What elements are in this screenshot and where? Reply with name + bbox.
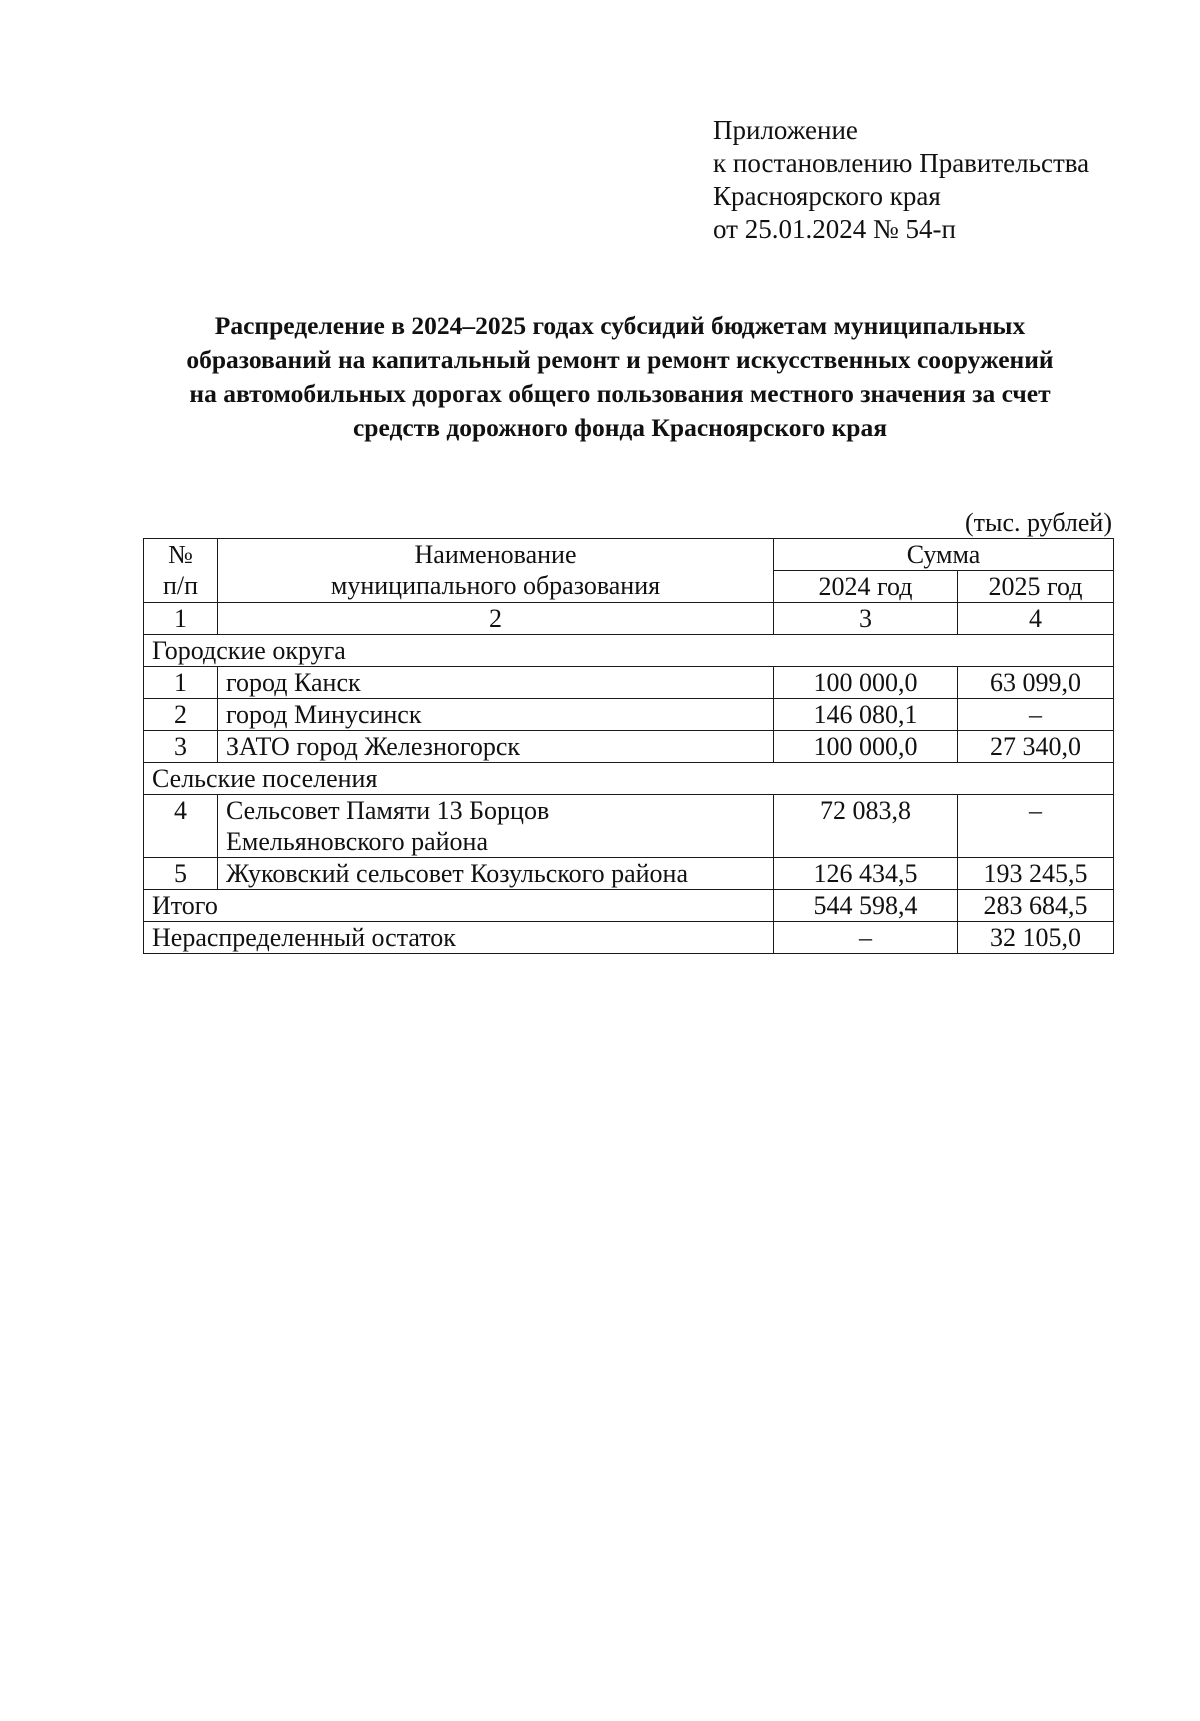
table-row bbox=[144, 667, 1114, 699]
appendix-line: к постановлению Правительства bbox=[713, 148, 1090, 178]
total-value-2025: 283 684,5 bbox=[958, 890, 1114, 922]
header-year-2024: 2024 год bbox=[774, 571, 958, 603]
table-row bbox=[144, 795, 1114, 858]
column-number: 4 bbox=[958, 603, 1114, 635]
row-value-2025: 27 340,0 bbox=[958, 731, 1114, 763]
appendix-line: от 25.01.2024 № 54-п bbox=[713, 214, 956, 244]
row-value-2025: 193 245,5 bbox=[958, 858, 1114, 890]
header-num-line2: п/п bbox=[162, 571, 199, 600]
appendix-line: Приложение bbox=[713, 115, 858, 145]
title-line: средств дорожного фонда Красноярского края bbox=[352, 413, 888, 442]
row-name-line2: Емельяновского района bbox=[226, 827, 488, 856]
table-row bbox=[144, 731, 1114, 763]
column-number: 2 bbox=[218, 603, 774, 635]
row-name: город Канск bbox=[218, 667, 774, 699]
header-name-line1: Наименование bbox=[414, 540, 577, 569]
row-value-2024: 100 000,0 bbox=[774, 667, 958, 699]
header-name-line2: муниципального образования bbox=[330, 571, 661, 600]
row-value-2024: 100 000,0 bbox=[774, 731, 958, 763]
row-number: 3 bbox=[144, 731, 218, 763]
column-number: 3 bbox=[774, 603, 958, 635]
row-number: 2 bbox=[144, 699, 218, 731]
row-name: ЗАТО город Железногорск bbox=[218, 731, 774, 763]
table-row bbox=[144, 858, 1114, 890]
row-number: 4 bbox=[144, 795, 218, 858]
section-row bbox=[144, 763, 1114, 795]
total-label: Итого bbox=[144, 890, 774, 922]
remainder-row bbox=[144, 922, 1114, 954]
row-name: город Минусинск bbox=[218, 699, 774, 731]
row-number: 5 bbox=[144, 858, 218, 890]
header-name-cell bbox=[218, 539, 774, 603]
row-name bbox=[218, 795, 774, 858]
title-line: образований на капитальный ремонт и ремонт искусственных сооружений bbox=[186, 345, 1054, 374]
remainder-value-2025: 32 105,0 bbox=[958, 922, 1114, 954]
appendix-block bbox=[713, 114, 1089, 246]
document-title bbox=[120, 309, 1120, 445]
row-value-2024: 72 083,8 bbox=[774, 795, 958, 858]
section-label: Городские округа bbox=[144, 635, 1114, 667]
row-name: Жуковский сельсовет Козульского района bbox=[218, 858, 774, 890]
header-sum-cell: Сумма bbox=[774, 539, 1114, 571]
total-value-2024: 544 598,4 bbox=[774, 890, 958, 922]
remainder-value-2024: – bbox=[774, 922, 958, 954]
title-line: на автомобильных дорогах общего пользования местного значения за счет bbox=[189, 379, 1051, 408]
column-number-row bbox=[144, 603, 1114, 635]
section-label: Сельские поселения bbox=[144, 763, 1114, 795]
section-row bbox=[144, 635, 1114, 667]
row-value-2025: 63 099,0 bbox=[958, 667, 1114, 699]
header-num-cell bbox=[144, 539, 218, 603]
row-value-2024: 126 434,5 bbox=[774, 858, 958, 890]
title-line: Распределение в 2024–2025 годах субсидий бюджетам муниципальных bbox=[214, 311, 1026, 340]
table-row bbox=[144, 699, 1114, 731]
header-num-line1: № bbox=[168, 540, 193, 569]
row-value-2024: 146 080,1 bbox=[774, 699, 958, 731]
distribution-table bbox=[143, 538, 1114, 954]
appendix-line: Красноярского края bbox=[713, 181, 941, 211]
row-name-line1: Сельсовет Памяти 13 Борцов bbox=[226, 796, 550, 825]
column-number: 1 bbox=[144, 603, 218, 635]
row-value-2025: – bbox=[958, 699, 1114, 731]
header-year-2025: 2025 год bbox=[958, 571, 1114, 603]
row-value-2025: – bbox=[958, 795, 1114, 858]
units-label: (тыс. рублей) bbox=[964, 508, 1112, 537]
header-row bbox=[144, 539, 1114, 571]
total-row bbox=[144, 890, 1114, 922]
remainder-label: Нераспределенный остаток bbox=[144, 922, 774, 954]
row-number: 1 bbox=[144, 667, 218, 699]
